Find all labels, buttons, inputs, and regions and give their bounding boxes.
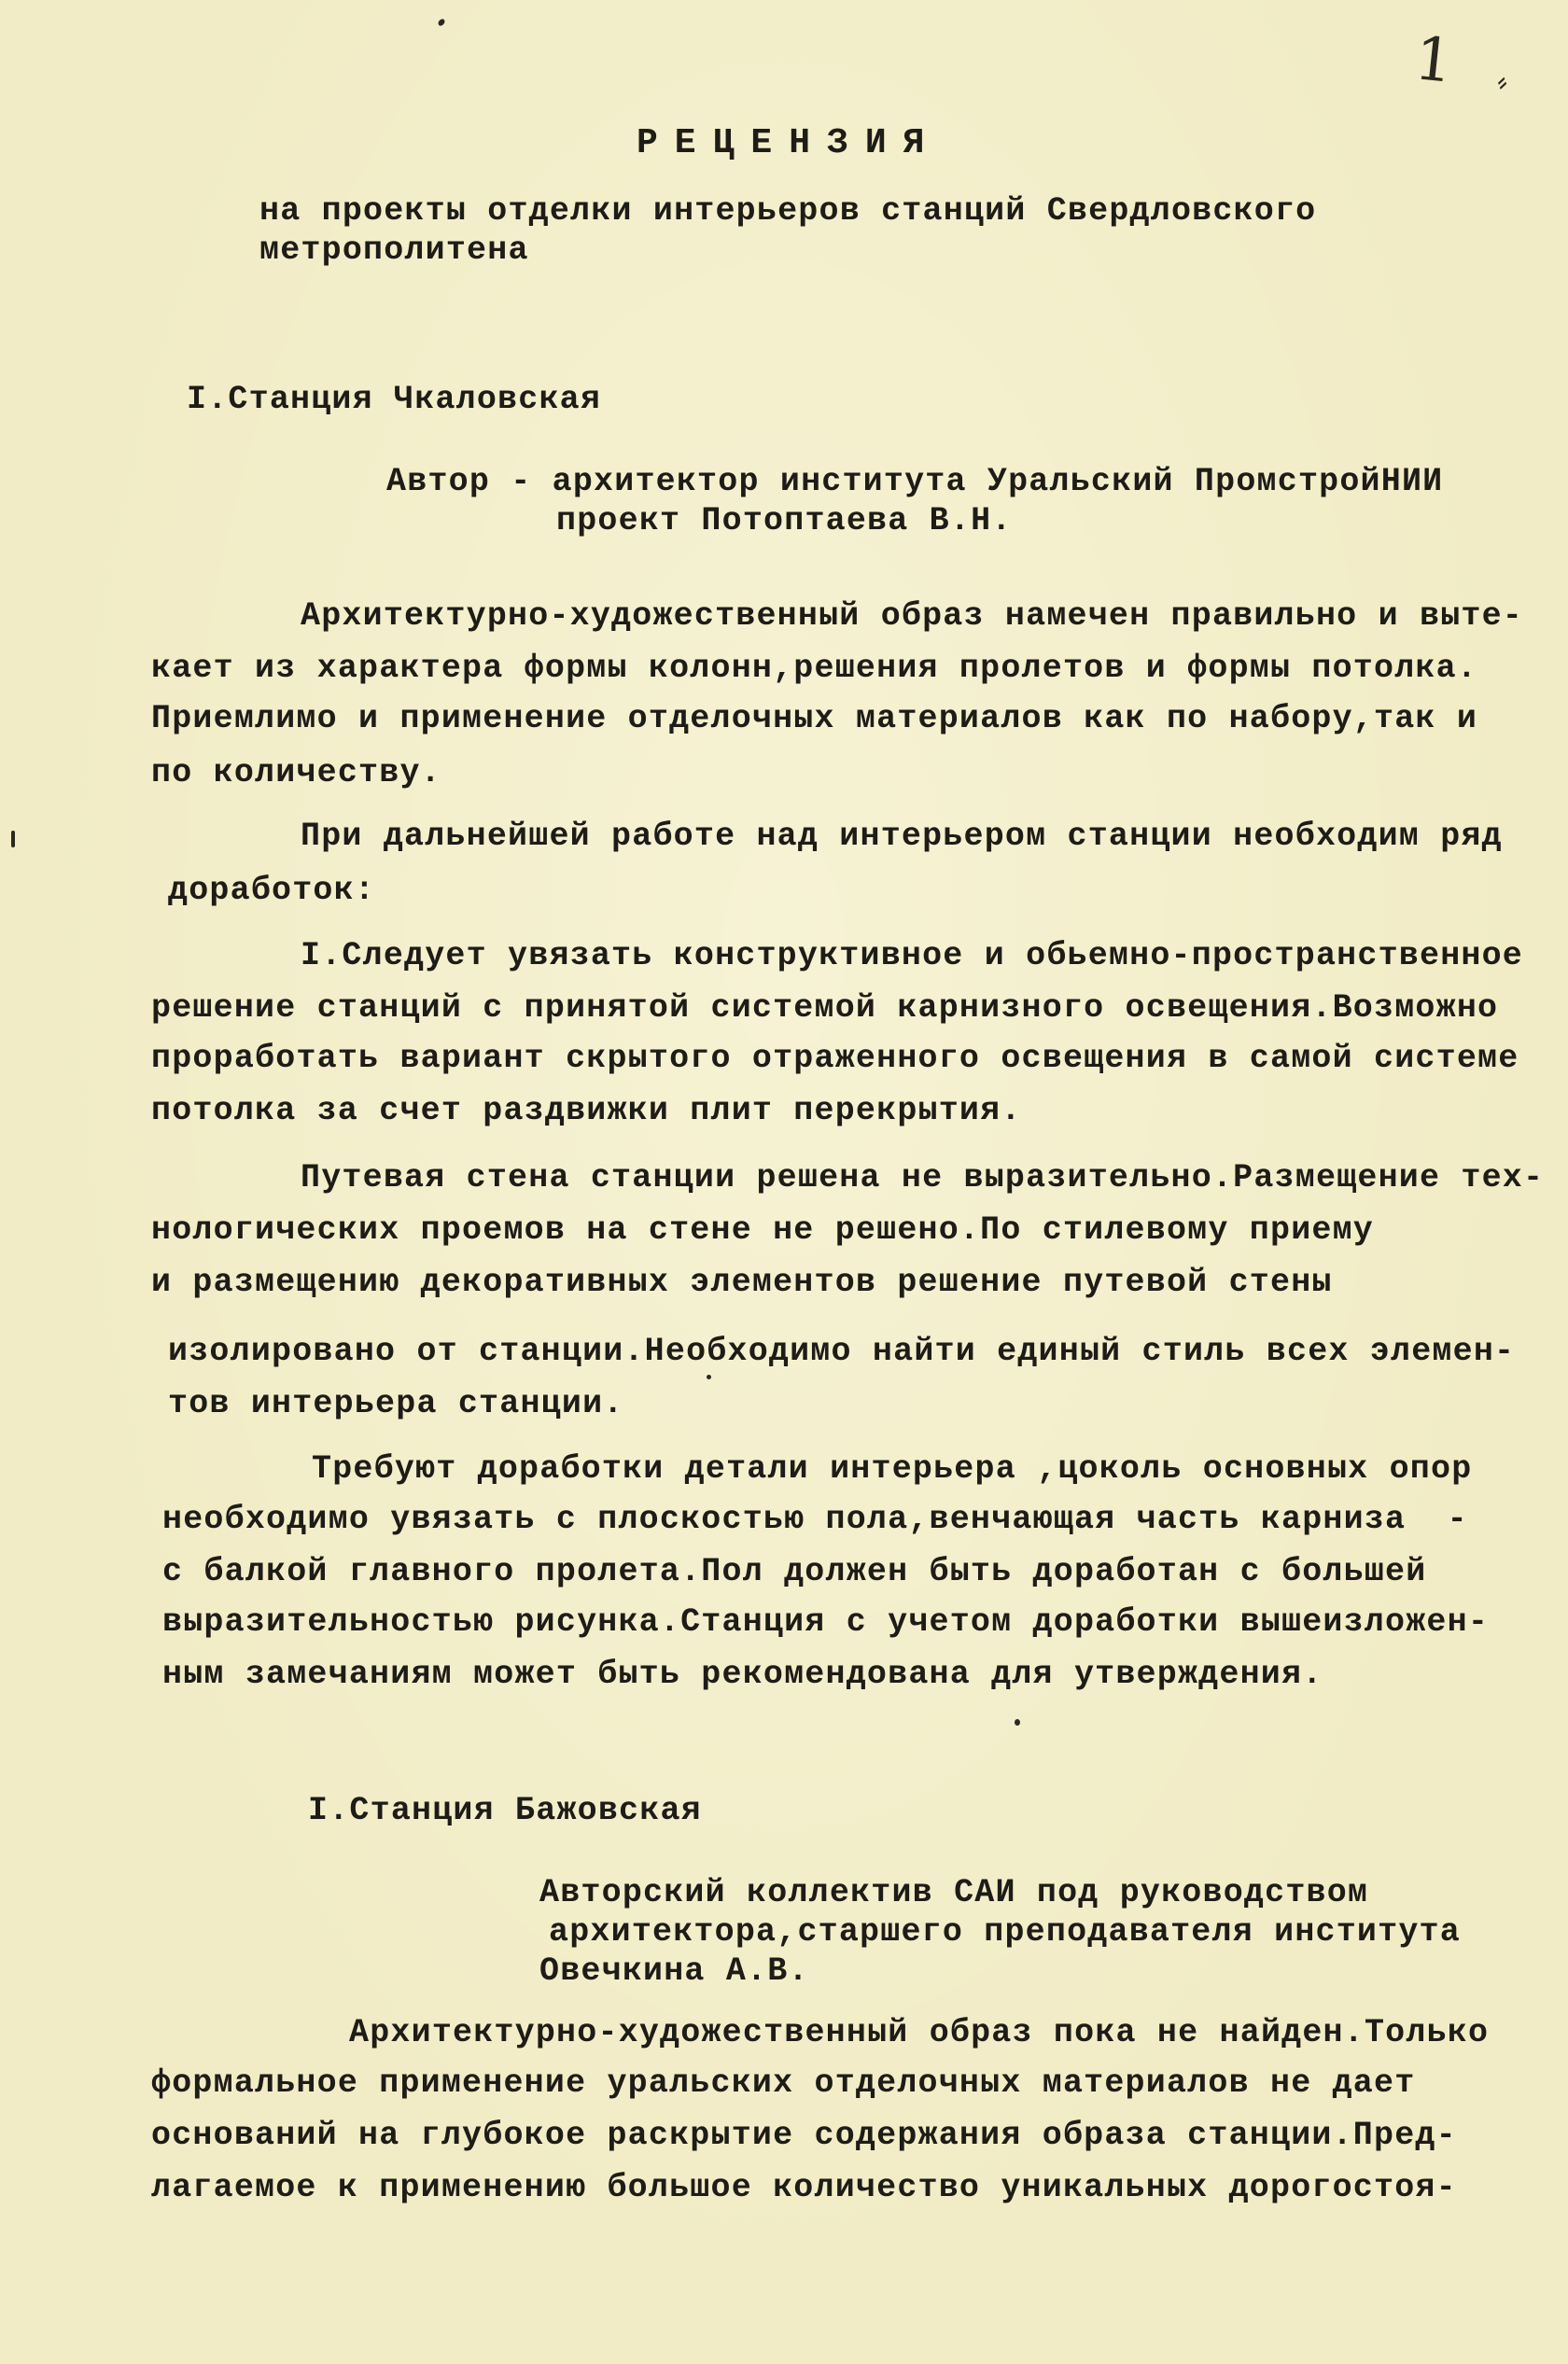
paper-speck bbox=[1015, 1719, 1020, 1726]
paragraph-line: При дальнейшей работе над интерьером станции необходим ряд bbox=[301, 818, 1503, 855]
paragraph-line: оснований на глубокое раскрытие содержания образа станции.Пред- bbox=[151, 2117, 1457, 2154]
paragraph-line: решение станций с принятой системой карнизного освещения.Возможно bbox=[151, 989, 1499, 1027]
paragraph-line: потолка за счет раздвижки плит перекрытия. bbox=[151, 1092, 1022, 1129]
corner-mark: ⸗ bbox=[1491, 64, 1512, 99]
author-line: Авторский коллектив САИ под руководством bbox=[539, 1874, 1369, 1911]
paragraph-line: формальное применение уральских отделочных материалов не дает bbox=[151, 2064, 1416, 2102]
paragraph-line: I.Следует увязать конструктивное и обьемно-пространственное bbox=[301, 937, 1524, 974]
paragraph-line: выразительностью рисунка.Станция с учетом доработки вышеизложен- bbox=[162, 1603, 1490, 1641]
subtitle-line: метрополитена bbox=[259, 231, 529, 269]
author-line: архитектора,старшего преподавателя института bbox=[549, 1913, 1461, 1951]
paragraph-line: Приемлимо и применение отделочных материалов как по набору,так и bbox=[151, 700, 1478, 737]
paragraph-line: лагаемое к применению большое количество уникальных дорогостоя- bbox=[151, 2169, 1457, 2206]
paragraph-line: с балкой главного пролета.Пол должен быть доработан с большей bbox=[162, 1553, 1427, 1590]
section-heading: I.Станция Бажовская bbox=[308, 1792, 702, 1829]
paragraph-line: и размещению декоративных элементов решение путевой стены bbox=[151, 1264, 1333, 1301]
paper-speck bbox=[707, 1375, 711, 1379]
paper-speck bbox=[437, 18, 446, 27]
paragraph-line: тов интерьера станции. bbox=[168, 1385, 624, 1422]
paragraph-line: Требуют доработки детали интерьера ,цоколь основных опор bbox=[312, 1450, 1473, 1488]
paragraph-line: проработать вариант скрытого отраженного освещения в самой системе bbox=[151, 1040, 1519, 1077]
paper-speck bbox=[11, 831, 15, 847]
paragraph-line: доработок: bbox=[168, 872, 376, 909]
paragraph-line: изолировано от станции.Необходимо найти единый стиль всех элемен- bbox=[168, 1333, 1516, 1370]
subtitle-line: на проекты отделки интерьеров станций Свердловского bbox=[259, 192, 1317, 230]
paragraph-line: нологических проемов на стене не решено.По стилевому приему bbox=[151, 1211, 1375, 1249]
section-heading: I.Станция Чкаловская bbox=[187, 381, 602, 418]
paragraph-line: Архитектурно-художественный образ пока не найден.Только bbox=[349, 2014, 1490, 2051]
author-line: Автор - архитектор института Уральский ПромстройНИИ bbox=[386, 463, 1444, 500]
paragraph-line: необходимо увязать с плоскостью пола,венчающая часть карниза - bbox=[162, 1501, 1468, 1538]
paragraph-line: кает из характера формы колонн,решения пролетов и формы потолка. bbox=[151, 650, 1478, 687]
paragraph-line: Архитектурно-художественный образ намечен правильно и выте- bbox=[301, 597, 1524, 635]
page-number: 1 bbox=[1411, 24, 1457, 97]
paragraph-line: по количеству. bbox=[151, 754, 441, 791]
document-title: РЕЦЕНЗИЯ bbox=[637, 123, 942, 163]
author-line: проект Потоптаева В.Н. bbox=[556, 502, 1013, 539]
author-line: Овечкина А.В. bbox=[539, 1952, 809, 1990]
paragraph-line: Путевая стена станции решена не выразительно.Размещение тех- bbox=[301, 1159, 1545, 1196]
paragraph-line: ным замечаниям может быть рекомендована для утверждения. bbox=[162, 1656, 1323, 1693]
